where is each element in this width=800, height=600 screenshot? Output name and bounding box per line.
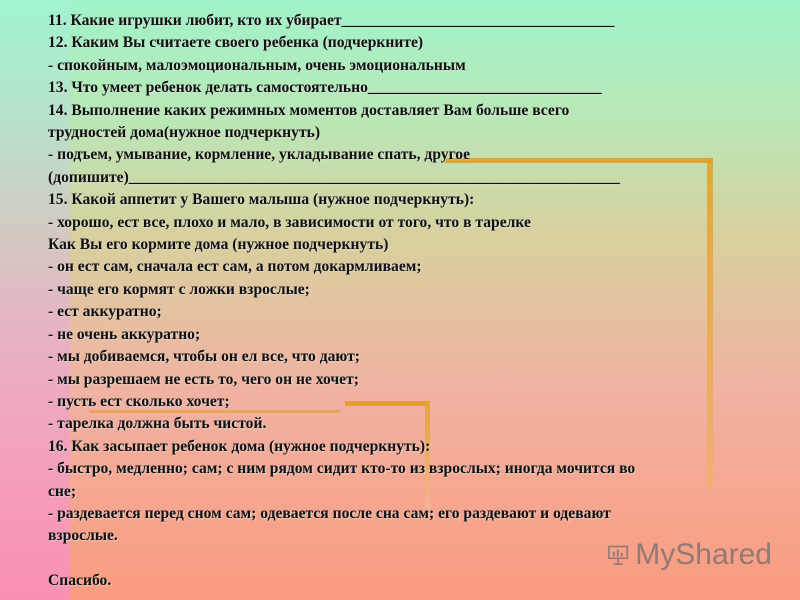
question-line: 11. Какие игрушки любит, кто их убирает___________________________________: [48, 12, 615, 29]
answer-line: - тарелка должна быть чистой.: [48, 415, 267, 433]
answer-line: - ест аккуратно;: [48, 303, 162, 321]
answer-line: - хорошо, ест все, плохо и мало, в зависимости от того, что в тарелке: [48, 213, 531, 231]
answer-line: - мы добиваемся, чтобы он ел все, что дают;: [48, 348, 360, 366]
answer-line: - он ест сам, сначала ест сам, а потом докармливаем;: [48, 258, 422, 276]
closing-text: Спасибо.: [48, 571, 112, 589]
answer-line: - пусть ест сколько хочет;: [48, 392, 230, 410]
answer-line: - раздевается перед сном сам; одевается после сна сам; его раздевают и одевают: [48, 504, 611, 522]
answer-line: - спокойным, малоэмоциональным, очень эмоциональным: [48, 56, 466, 74]
answer-line: - не очень аккуратно;: [48, 325, 201, 343]
watermark-logo: [607, 535, 772, 575]
answer-line: (допишите)_______________________________________________________________: [48, 168, 620, 186]
answer-line: - быстро, медленно; сам; с ним рядом сидит кто-то из взрослых; иногда мочится во: [48, 460, 636, 478]
question-line: 12. Каким Вы считаете своего ребенка (подчеркните): [48, 34, 424, 52]
questionnaire-text: [48, 10, 778, 592]
answer-line: - подъем, умывание, кормление, укладывание спать, другое: [48, 146, 470, 164]
answer-line: - чаще его кормят с ложки взрослые;: [48, 280, 310, 298]
watermark-text: MyShared: [635, 538, 772, 571]
question-line: 13. Что умеет ребенок делать самостоятельно______________________________: [48, 79, 602, 97]
question-line: 15. Какой аппетит у Вашего малыша (нужное подчеркнуть):: [48, 191, 475, 209]
answer-line: взрослые.: [48, 527, 118, 545]
question-line: 14. Выполнение каких режимных моментов доставляет Вам больше всего: [48, 101, 570, 119]
question-line: Как Вы его кормите дома (нужное подчеркнуть): [48, 236, 389, 254]
presentation-board-icon: [607, 538, 629, 572]
question-line: 16. Как засыпает ребенок дома (нужное подчеркнуть):: [48, 437, 431, 455]
answer-line: сне;: [48, 482, 77, 500]
answer-line: - мы разрешаем не есть то, чего он не хочет;: [48, 370, 359, 388]
question-line: трудностей дома(нужное подчеркнуть): [48, 124, 321, 142]
